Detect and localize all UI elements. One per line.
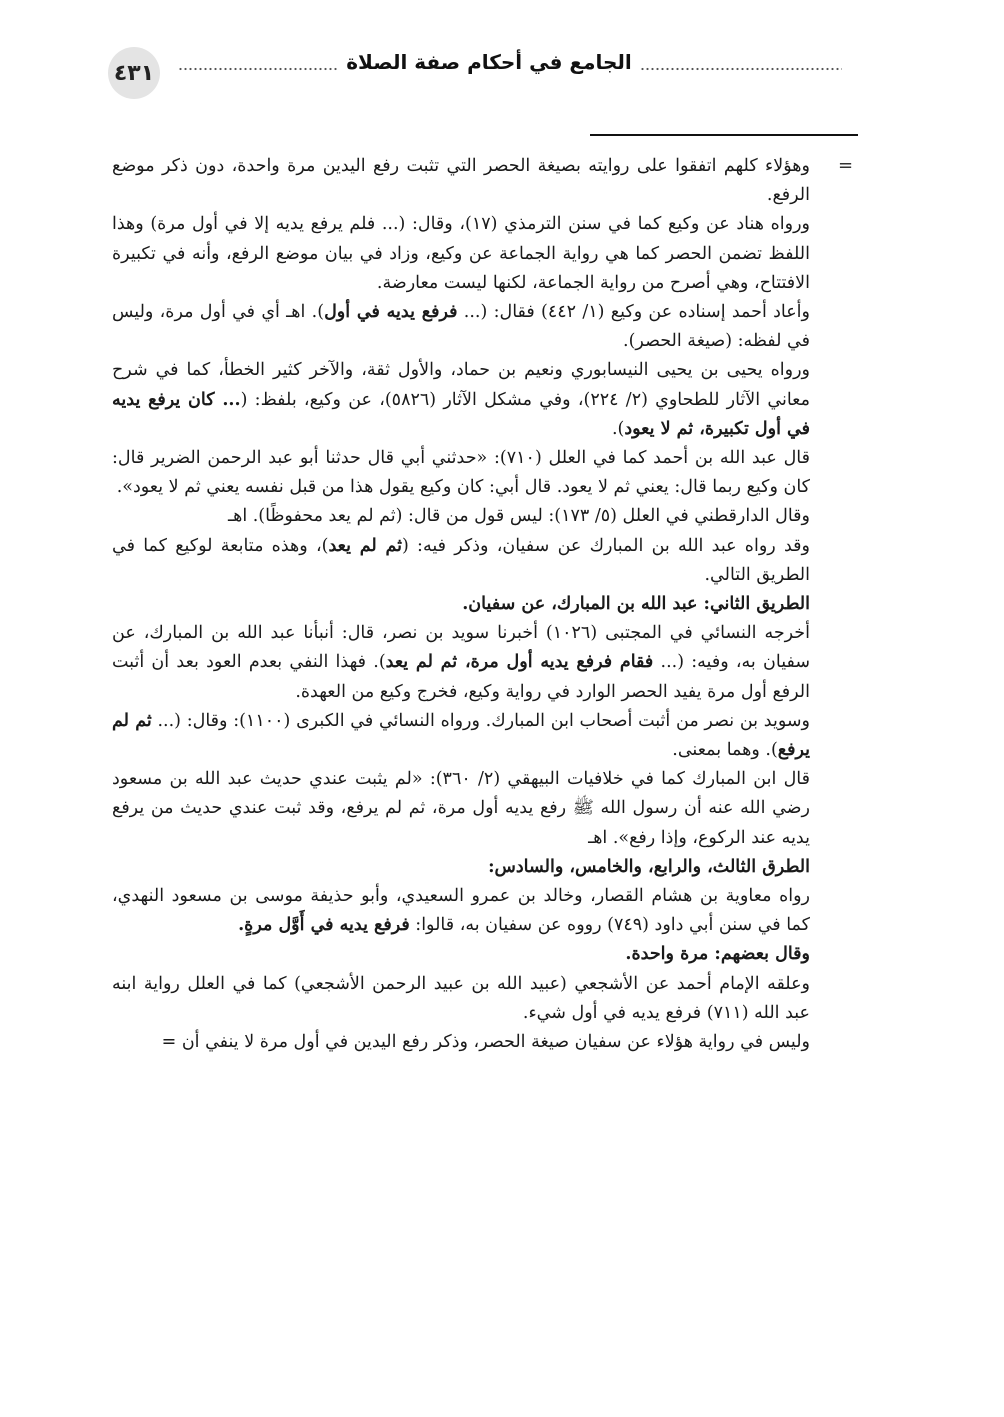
text-run: وليس في رواية هؤلاء عن سفيان صيغة الحصر، وذكر رفع اليدين في أول مرة لا ينفي أن bbox=[181, 1032, 810, 1053]
text-run: وسويد بن نصر من أثبت أصحاب ابن المبارك. ورواه النسائي في الكبرى (١١٠٠): وقال: (... bbox=[151, 710, 810, 731]
emphasis-text: فقام فرفع يديه أول مرة، ثم لم يعد bbox=[385, 652, 654, 673]
paragraph bbox=[112, 356, 810, 444]
paragraph bbox=[112, 1028, 810, 1057]
footnote-separator bbox=[590, 134, 858, 136]
paragraph bbox=[112, 532, 810, 590]
paragraph bbox=[112, 298, 810, 356]
emphasis-text: ثم لم يعد bbox=[328, 535, 402, 556]
section-heading bbox=[112, 590, 810, 619]
continuation-mark: = bbox=[838, 155, 854, 176]
text-run: أخرجه النسائي في المجتبى (١٠٢٦) أخبرنا سويد بن نصر، قال: أنبأنا عبد الله بن المبارك، عن سفيان به، وفيه: (... bbox=[112, 623, 810, 673]
emphasis-text: فرفع يديه في أول bbox=[324, 302, 458, 323]
text-run: ). فهذا النفي بعدم العود بعد أن أثبت الرفع أول مرة يفيد الحصر الوارد في رواية وكيع، فخرج وكيع من العهدة. bbox=[112, 652, 810, 702]
emphasis-text: ثم لم يرفع bbox=[112, 710, 810, 761]
section-heading bbox=[112, 853, 810, 882]
text-run: وقد رواه عبد الله بن المبارك عن سفيان، وذكر فيه: ( bbox=[401, 535, 810, 556]
page-number-badge: ٤٣١ bbox=[108, 47, 160, 99]
section-heading-text: وقال بعضهم: مرة واحدة. bbox=[625, 944, 810, 965]
paragraph: قال ابن المبارك كما في خلافيات البيهقي (٢/ ٣٦٠): «لم يثبت عندي حديث عبد الله بن مسعود رضي الله عنه أن رسول الله ﷺ رفع يديه أول مرة، ثم لم يرفع، وقد ثبت عندي حديث من يرفع يديه عند الركوع، وإذا رفع». اهـ bbox=[112, 769, 810, 848]
page-header bbox=[0, 42, 1004, 102]
header-dot-leader-left bbox=[178, 67, 338, 71]
header-dot-leader-right bbox=[640, 67, 842, 71]
text-run: ). وهما بمعنى. bbox=[672, 740, 778, 761]
paragraph: ورواه هناد عن وكيع كما في سنن الترمذي (١٧)، وقال: (... فلم يرفع يديه إلا في أول مرة) وهذا اللفظ تضمن الحصر كما هي رواية الجماعة عن وكيع، وزاد في بيان موضع الرفع، وأنه في تكبيرة الافتتاح، وهي أصرح من رواية الجماعة، لكنها ليست معارضة. bbox=[112, 214, 811, 293]
paragraph: وقال الدارقطني في العلل (٥/ ١٧٣): ليس قول من قال: (ثم لم يعد محفوظًا). اهـ bbox=[227, 506, 810, 527]
text-run: ). اهـ أي في أول مرة، وليس في لفظه: (صيغة الحصر). bbox=[112, 302, 810, 352]
paragraph: وعلقه الإمام أحمد عن الأشجعي (عبيد الله بن عبيد الرحمن الأشجعي) كما في العلل رواية ابنه عبد الله (٧١١) فرفع يديه في أول شيء. bbox=[112, 973, 810, 1023]
section-heading-text: الطريق الثاني: عبد الله بن المبارك، عن سفيان. bbox=[462, 594, 810, 615]
running-title: الجامع في أحكام صفة الصلاة bbox=[346, 50, 632, 74]
footnote-body bbox=[112, 152, 810, 1057]
paragraph bbox=[112, 707, 810, 765]
continuation-mark-end: = bbox=[161, 1032, 177, 1053]
paragraph: وهؤلاء كلهم اتفقوا على روايته بصيغة الحصر التي تثبت رفع اليدين مرة واحدة، دون ذكر موضع الرفع. bbox=[112, 156, 810, 206]
paragraph: قال عبد الله بن أحمد كما في العلل (٧١٠): «حدثني أبي قال حدثنا أبو عبد الرحمن الضرير قال: كان وكيع ربما قال: يعني ثم لا يعود. قال أبي: كان وكيع يقول هذا من قبل نفسه يعني ثم لا يعود». bbox=[112, 448, 810, 498]
emphasis-text: فرفع يديه في أَوَّل مرةٍ. bbox=[238, 915, 410, 936]
emphasis-text: ... كان يرفع يديه في أول تكبيرة، ثم لا يعود bbox=[112, 389, 810, 439]
text-run: رواه معاوية بن هشام القصار، وخالد بن عمرو السعيدي، وأبو حذيفة موسى بن مسعود النهدي، كما في سنن أبي داود (٧٤٩) رووه عن سفيان به، قالوا: bbox=[112, 886, 810, 936]
text-run: ). bbox=[611, 418, 625, 439]
text-run: وأعاد أحمد إسناده عن وكيع (١/ ٤٤٢) فقال: (... bbox=[457, 302, 810, 323]
section-heading-text: الطرق الثالث، والرابع، والخامس، والسادس: bbox=[488, 856, 810, 877]
paragraph bbox=[112, 619, 810, 707]
paragraph bbox=[112, 882, 810, 940]
text-run: )، وهذه متابعة لوكيع كما في الطريق التالي. bbox=[112, 535, 810, 585]
section-heading bbox=[112, 940, 810, 969]
text-run: ورواه يحيى بن يحيى النيسابوري ونعيم بن حماد، والأول ثقة، والآخر كثير الخطأ، كما في شرح معاني الآثار للطحاوي (٢/ ٢٢٤)، وفي مشكل الآثار (٥٨٢٦)، عن وكيع، بلفظ: ( bbox=[112, 360, 810, 410]
